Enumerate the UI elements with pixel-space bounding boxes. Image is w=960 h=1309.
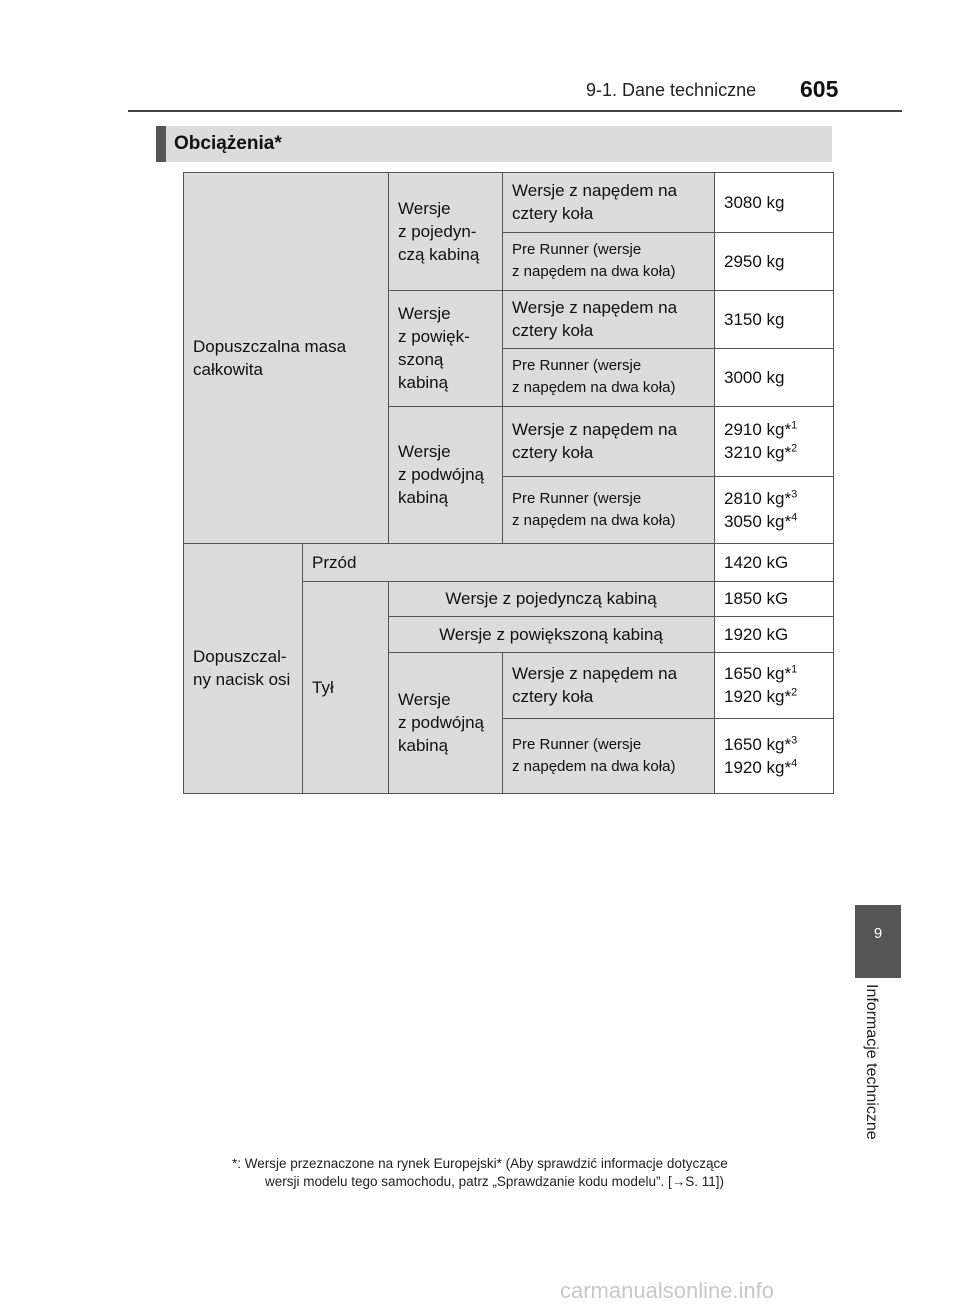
ext-prerunner-label (502, 348, 714, 406)
gvm-label (183, 172, 388, 543)
value-text: 2810 kg* (724, 488, 792, 508)
cell-line: z powięk- (398, 327, 470, 346)
cell-line: z napędem na dwa koła) (512, 511, 676, 529)
value-line (724, 441, 797, 464)
cell-line: Pre Runner (wersje (512, 357, 642, 374)
value-ext-prerunner: 3000 kg (714, 348, 834, 406)
grid-line (302, 543, 303, 793)
footnote (232, 1155, 832, 1191)
value-front: 1420 kG (714, 543, 834, 581)
rear-single-label: Wersje z pojedynczą kabiną (388, 581, 714, 616)
value-ext-awd: 3150 kg (714, 290, 834, 348)
grid-line (502, 172, 503, 543)
cell-line: kabiną (398, 373, 449, 392)
grid-line (388, 616, 834, 617)
cell-line: Dopuszczal- (193, 647, 287, 666)
double-cab-label (388, 406, 502, 543)
grid-line (183, 543, 834, 544)
section-accent (156, 126, 166, 162)
value-text: 1920 kg* (724, 687, 792, 706)
value-text: 1650 kg* (724, 734, 792, 754)
value-text: 1650 kg* (724, 664, 792, 683)
running-header-section: 9-1. Dane techniczne (586, 80, 757, 100)
extended-cab-label (388, 290, 502, 406)
value-double-prerunner (714, 476, 834, 543)
footnote-marker: 3 (791, 487, 798, 500)
value-rear-double-prerunner (714, 718, 834, 793)
cell-line: Pre Runner (wersje (512, 735, 642, 753)
grid-line (502, 232, 834, 233)
cell-line: z napędem na dwa koła) (512, 379, 676, 396)
rear-double-awd-label (502, 652, 714, 718)
cell-line: cztery koła (512, 321, 594, 340)
value-line (724, 487, 797, 510)
cell-line: kabiną (398, 488, 449, 507)
footnote-marker: 2 (791, 686, 798, 699)
cell-line: Wersje z napędem na (512, 664, 678, 683)
rear-double-prerunner-label (502, 718, 714, 793)
grid-line (502, 652, 503, 793)
ext-awd-label (502, 290, 714, 348)
value-line (724, 756, 797, 779)
cell-line: czą kabiną (398, 244, 480, 264)
cell-line: Wersje z napędem na (512, 298, 678, 317)
value-line (724, 418, 797, 441)
cell-line: Wersje (398, 442, 451, 461)
cell-line: szoną (398, 350, 444, 369)
grid-line (388, 581, 389, 793)
footnote-marker: 2 (791, 442, 798, 455)
single-awd-label (502, 172, 714, 232)
cell-line: Wersje z napędem na (512, 181, 678, 200)
footnote-marker: 1 (791, 419, 798, 432)
grid-line (183, 172, 184, 794)
grid-line (833, 172, 834, 794)
grid-line (388, 652, 834, 653)
footnote-marker: 4 (791, 756, 798, 769)
footnote-marker: 4 (791, 510, 798, 523)
cell-line: Wersje (398, 198, 451, 218)
rear-label: Tył (302, 581, 388, 793)
grid-line (502, 476, 834, 477)
value-text: 1920 kg* (724, 757, 792, 777)
footnote-line-1: *: Wersje przeznaczone na rynek Europejski* (Aby sprawdzić informacje dotyczące (232, 1156, 728, 1171)
grid-line (302, 581, 834, 582)
footnote-marker: 1 (791, 663, 798, 676)
value-rear-single: 1850 kG (714, 581, 834, 616)
axle-label (183, 543, 302, 793)
value-line (724, 662, 797, 685)
value-line (724, 510, 797, 533)
chapter-label (862, 984, 886, 1184)
cell-line: cztery koła (512, 204, 594, 223)
grid-line (183, 172, 834, 173)
single-prerunner-label (502, 232, 714, 290)
cell-line: ny nacisk osi (193, 670, 291, 689)
cell-line: Pre Runner (wersje (512, 241, 642, 258)
cell-line: z podwójną (398, 713, 485, 732)
cell-line: Dopuszczalna masa (193, 336, 347, 356)
grid-line (183, 793, 834, 794)
cell-line: z napędem na dwa koła) (512, 263, 676, 280)
grid-line (388, 172, 389, 543)
value-double-awd (714, 406, 834, 476)
double-prerunner-label (502, 476, 714, 543)
cell-line: całkowita (193, 359, 263, 379)
value-text: 3210 kg* (724, 443, 792, 462)
cell-line: cztery koła (512, 687, 594, 706)
footnote-marker: 3 (791, 733, 798, 746)
rear-extended-label: Wersje z powiększoną kabiną (388, 616, 714, 652)
value-single-awd: 3080 kg (714, 172, 834, 232)
double-awd-label (502, 406, 714, 476)
grid-line (388, 406, 834, 407)
cell-line: cztery koła (512, 443, 594, 462)
rear-double-cab-label (388, 652, 502, 793)
header-rule (128, 110, 902, 112)
front-label: Przód (302, 543, 714, 581)
value-single-prerunner: 2950 kg (714, 232, 834, 290)
cell-line: z pojedyn- (398, 221, 477, 241)
cell-line: Pre Runner (wersje (512, 489, 642, 507)
value-rear-extended: 1920 kG (714, 616, 834, 652)
value-text: 3050 kg* (724, 511, 792, 531)
value-line (724, 733, 797, 756)
grid-line (388, 290, 834, 291)
chapter-tab (855, 905, 901, 978)
chapter-label-text: Informacje techniczne (863, 984, 880, 1140)
cell-line: Wersje z napędem na (512, 420, 678, 439)
watermark: carmanualsonline.info (560, 1278, 775, 1303)
grid-line (714, 172, 715, 794)
cell-line: kabiną (398, 736, 449, 755)
cell-line: Wersje (398, 690, 451, 709)
chapter-number: 9 (873, 925, 883, 942)
value-rear-double-awd (714, 652, 834, 718)
cell-line: Wersje (398, 304, 451, 323)
cell-line: z napędem na dwa koła) (512, 757, 676, 775)
grid-line (502, 718, 834, 719)
grid-line (502, 348, 834, 349)
cell-line: z podwójną (398, 465, 485, 484)
single-cab-label (388, 172, 502, 290)
section-title: Obciążenia* (174, 133, 282, 154)
section-heading (156, 126, 832, 162)
value-line (724, 685, 797, 708)
value-text: 2910 kg* (724, 420, 792, 439)
page-number: 605 (800, 76, 839, 102)
footnote-line-2: wersji modelu tego samochodu, patrz „Sprawdzanie kodu modelu”. [→S. 11]) (265, 1174, 724, 1189)
